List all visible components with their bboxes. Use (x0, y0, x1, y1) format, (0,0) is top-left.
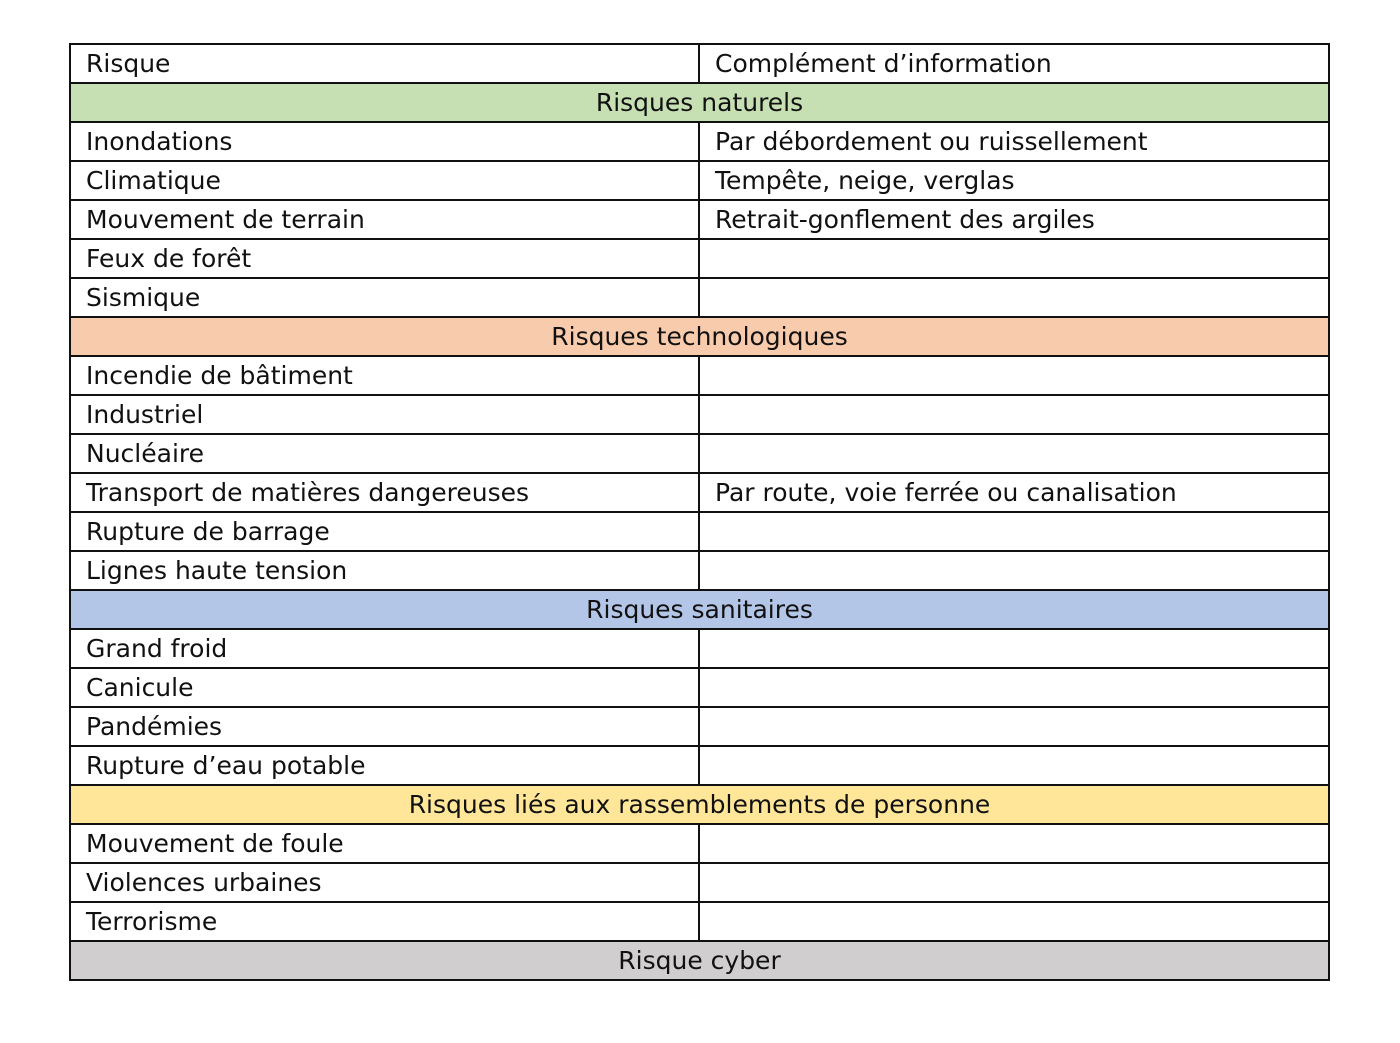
table-row (70, 161, 1329, 200)
header-info: Complément d’information (699, 44, 1329, 83)
info-cell (699, 668, 1329, 707)
risk-cell: Violences urbaines (70, 863, 699, 902)
risk-cell: Pandémies (70, 707, 699, 746)
table-row (70, 824, 1329, 863)
info-cell (699, 512, 1329, 551)
info-cell (699, 395, 1329, 434)
risk-cell: Inondations (70, 122, 699, 161)
risk-cell: Feux de forêt (70, 239, 699, 278)
table-row (70, 434, 1329, 473)
section-title: Risques naturels (70, 83, 1329, 122)
table-row (70, 629, 1329, 668)
risk-table-body (70, 44, 1329, 980)
risk-table (69, 43, 1330, 981)
info-cell (699, 239, 1329, 278)
table-row (70, 863, 1329, 902)
header-risk: Risque (70, 44, 699, 83)
table-row (70, 356, 1329, 395)
info-cell (699, 824, 1329, 863)
header-row (70, 44, 1329, 83)
risk-cell: Rupture de barrage (70, 512, 699, 551)
section-row (70, 590, 1329, 629)
risk-cell: Incendie de bâtiment (70, 356, 699, 395)
table-row (70, 200, 1329, 239)
section-row (70, 317, 1329, 356)
table-row (70, 122, 1329, 161)
section-title: Risques technologiques (70, 317, 1329, 356)
risk-cell: Climatique (70, 161, 699, 200)
risk-cell: Nucléaire (70, 434, 699, 473)
section-row (70, 83, 1329, 122)
table-row (70, 239, 1329, 278)
info-cell (699, 902, 1329, 941)
section-title: Risques sanitaires (70, 590, 1329, 629)
table-row (70, 395, 1329, 434)
table-row (70, 278, 1329, 317)
risk-cell: Grand froid (70, 629, 699, 668)
risk-cell: Mouvement de foule (70, 824, 699, 863)
table-row (70, 902, 1329, 941)
risk-cell: Terrorisme (70, 902, 699, 941)
risk-cell: Sismique (70, 278, 699, 317)
info-cell (699, 707, 1329, 746)
risk-cell: Lignes haute tension (70, 551, 699, 590)
table-row (70, 473, 1329, 512)
table-row (70, 746, 1329, 785)
risk-cell: Transport de matières dangereuses (70, 473, 699, 512)
section-row (70, 785, 1329, 824)
risk-cell: Rupture d’eau potable (70, 746, 699, 785)
info-cell (699, 356, 1329, 395)
info-cell: Par débordement ou ruissellement (699, 122, 1329, 161)
section-title: Risques liés aux rassemblements de personne (70, 785, 1329, 824)
table-row (70, 668, 1329, 707)
info-cell (699, 551, 1329, 590)
info-cell (699, 278, 1329, 317)
info-cell (699, 434, 1329, 473)
section-row (70, 941, 1329, 980)
risk-cell: Canicule (70, 668, 699, 707)
table-row (70, 551, 1329, 590)
info-cell (699, 629, 1329, 668)
table-row (70, 512, 1329, 551)
info-cell: Tempête, neige, verglas (699, 161, 1329, 200)
table-row (70, 707, 1329, 746)
info-cell (699, 746, 1329, 785)
risk-cell: Mouvement de terrain (70, 200, 699, 239)
info-cell (699, 863, 1329, 902)
info-cell: Retrait-gonflement des argiles (699, 200, 1329, 239)
section-title: Risque cyber (70, 941, 1329, 980)
risk-cell: Industriel (70, 395, 699, 434)
info-cell: Par route, voie ferrée ou canalisation (699, 473, 1329, 512)
